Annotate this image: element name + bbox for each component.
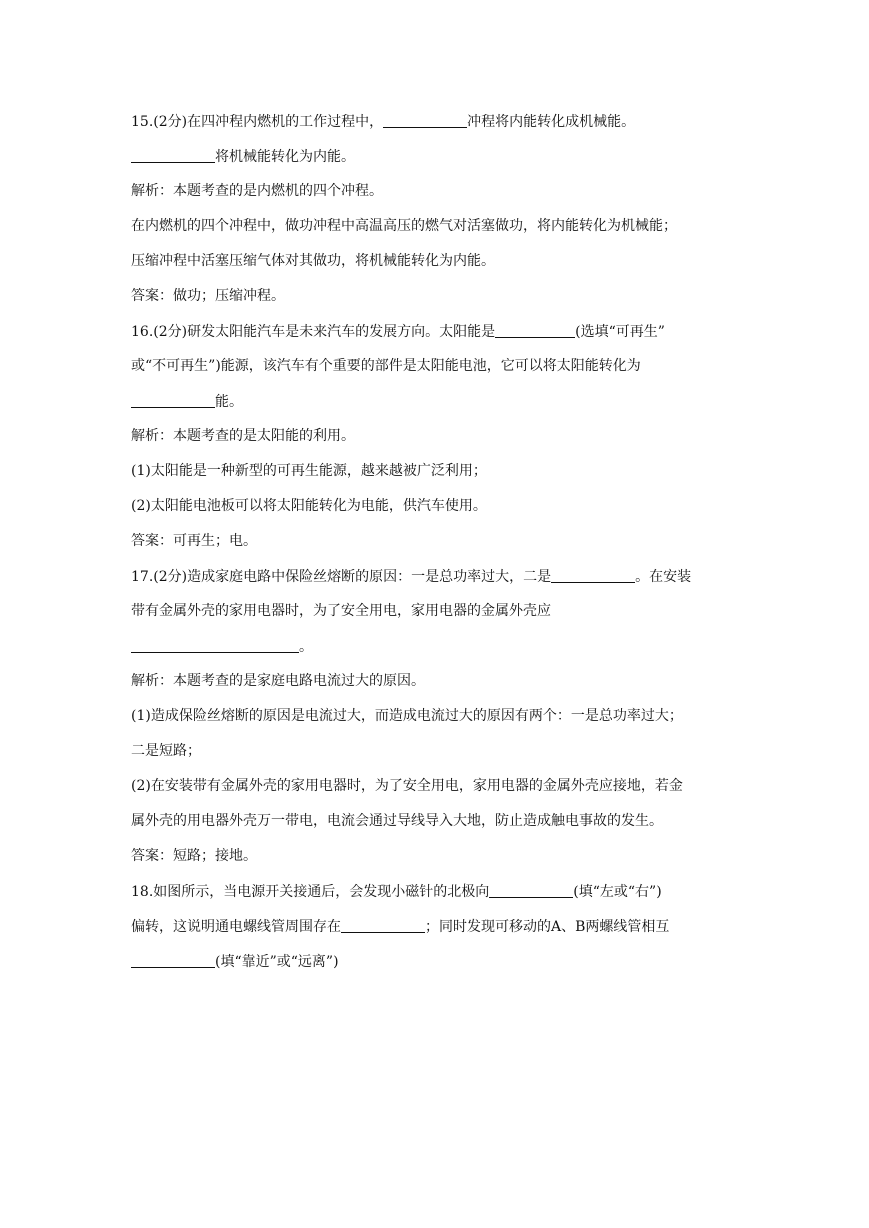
q16-stem-line-1	[131, 319, 741, 354]
q15-answer-blank-1[interactable]	[383, 109, 467, 128]
q17-stem-text: 17.(2分)造成家庭电路中保险丝熔断的原因：一是总功率过大，二是	[131, 569, 552, 585]
q18-stem-text: 偏转，这说明通电螺线管周围存在	[131, 919, 341, 935]
q16-stem-text: 16.(2分)研发太阳能汽车是未来汽车的发展方向。太阳能是	[131, 324, 496, 340]
q15-answer-blank-2[interactable]	[131, 144, 215, 163]
q17-answer: 答案：短路；接地。	[131, 848, 257, 864]
q15-stem-line-1	[131, 109, 741, 144]
q18-stem-text: (填“靠近”或“远离”)	[215, 954, 339, 970]
q17-detail-line: (2)在安装带有金属外壳的家用电器时，为了安全用电，家用电器的金属外壳应接地，若金	[131, 778, 683, 794]
q18-stem-line-3	[131, 949, 741, 984]
q15-stem-text: 15.(2分)在四冲程内燃机的工作过程中，	[131, 114, 384, 130]
q16-answer: 答案：可再生；电。	[131, 533, 257, 549]
q18-stem-text: 18.如图所示，当电源开关接通后，会发现小磁针的北极向	[131, 884, 490, 900]
q17-analysis: 解析：本题考查的是家庭电路电流过大的原因。	[131, 673, 425, 689]
q18-answer-blank-3[interactable]	[131, 949, 215, 968]
q17-stem-line-3	[131, 634, 741, 669]
q17-detail-line: 二是短路；	[131, 743, 201, 759]
q17-detail-line: (1)造成保险丝熔断的原因是电流过大，而造成电流过大的原因有两个：一是总功率过大；	[131, 708, 683, 724]
q16-stem-text: (选填“可再生”	[575, 324, 665, 340]
q18-stem-line-1	[131, 879, 741, 914]
q17-stem-text: 。在安装	[635, 569, 692, 585]
q15-detail-line: 在内燃机的四个冲程中，做功冲程中高温高压的燃气对活塞做功，将内能转化为机械能；	[131, 218, 677, 234]
q18-answer-blank-2[interactable]	[341, 914, 425, 933]
q16-answer-blank-2[interactable]	[131, 389, 215, 408]
q17-stem-line-1	[131, 564, 741, 599]
q17-detail-line: 属外壳的用电器外壳万一带电，电流会通过导线导入大地，防止造成触电事故的发生。	[131, 813, 663, 829]
q18-stem-text: (填“左或“右”)	[573, 884, 662, 900]
q16-stem-line-2: 或“不可再生”)能源，该汽车有个重要的部件是太阳能电池，它可以将太阳能转化为	[131, 358, 641, 374]
q16-answer-blank-1[interactable]	[495, 319, 575, 338]
q18-stem-text: ；同时发现可移动的A、B两螺线管相互	[425, 919, 670, 935]
q15-analysis: 解析：本题考查的是内燃机的四个冲程。	[131, 183, 383, 199]
q17-answer-blank-2[interactable]	[131, 634, 299, 653]
q16-stem-line-3	[131, 389, 741, 424]
q15-detail-line: 压缩冲程中活塞压缩气体对其做功，将机械能转化为内能。	[131, 253, 495, 269]
q16-analysis: 解析：本题考查的是太阳能的利用。	[131, 428, 355, 444]
q18-answer-blank-1[interactable]	[489, 879, 573, 898]
q16-detail-line: (2)太阳能电池板可以将太阳能转化为电能，供汽车使用。	[131, 498, 487, 514]
q15-stem-line-2	[131, 144, 741, 179]
q16-stem-text: 能。	[215, 394, 243, 410]
q17-answer-blank-1[interactable]	[551, 564, 635, 583]
question-content	[131, 109, 741, 984]
q15-stem-text: 冲程将内能转化成机械能。	[467, 114, 636, 130]
q17-stem-text: 。	[299, 639, 313, 655]
q15-answer: 答案：做功；压缩冲程。	[131, 288, 285, 304]
q15-stem-text: 将机械能转化为内能。	[215, 149, 355, 165]
q17-stem-line-2: 带有金属外壳的家用电器时，为了安全用电，家用电器的金属外壳应	[131, 603, 551, 619]
q16-detail-line: (1)太阳能是一种新型的可再生能源，越来越被广泛利用；	[131, 463, 487, 479]
q18-stem-line-2	[131, 914, 741, 949]
